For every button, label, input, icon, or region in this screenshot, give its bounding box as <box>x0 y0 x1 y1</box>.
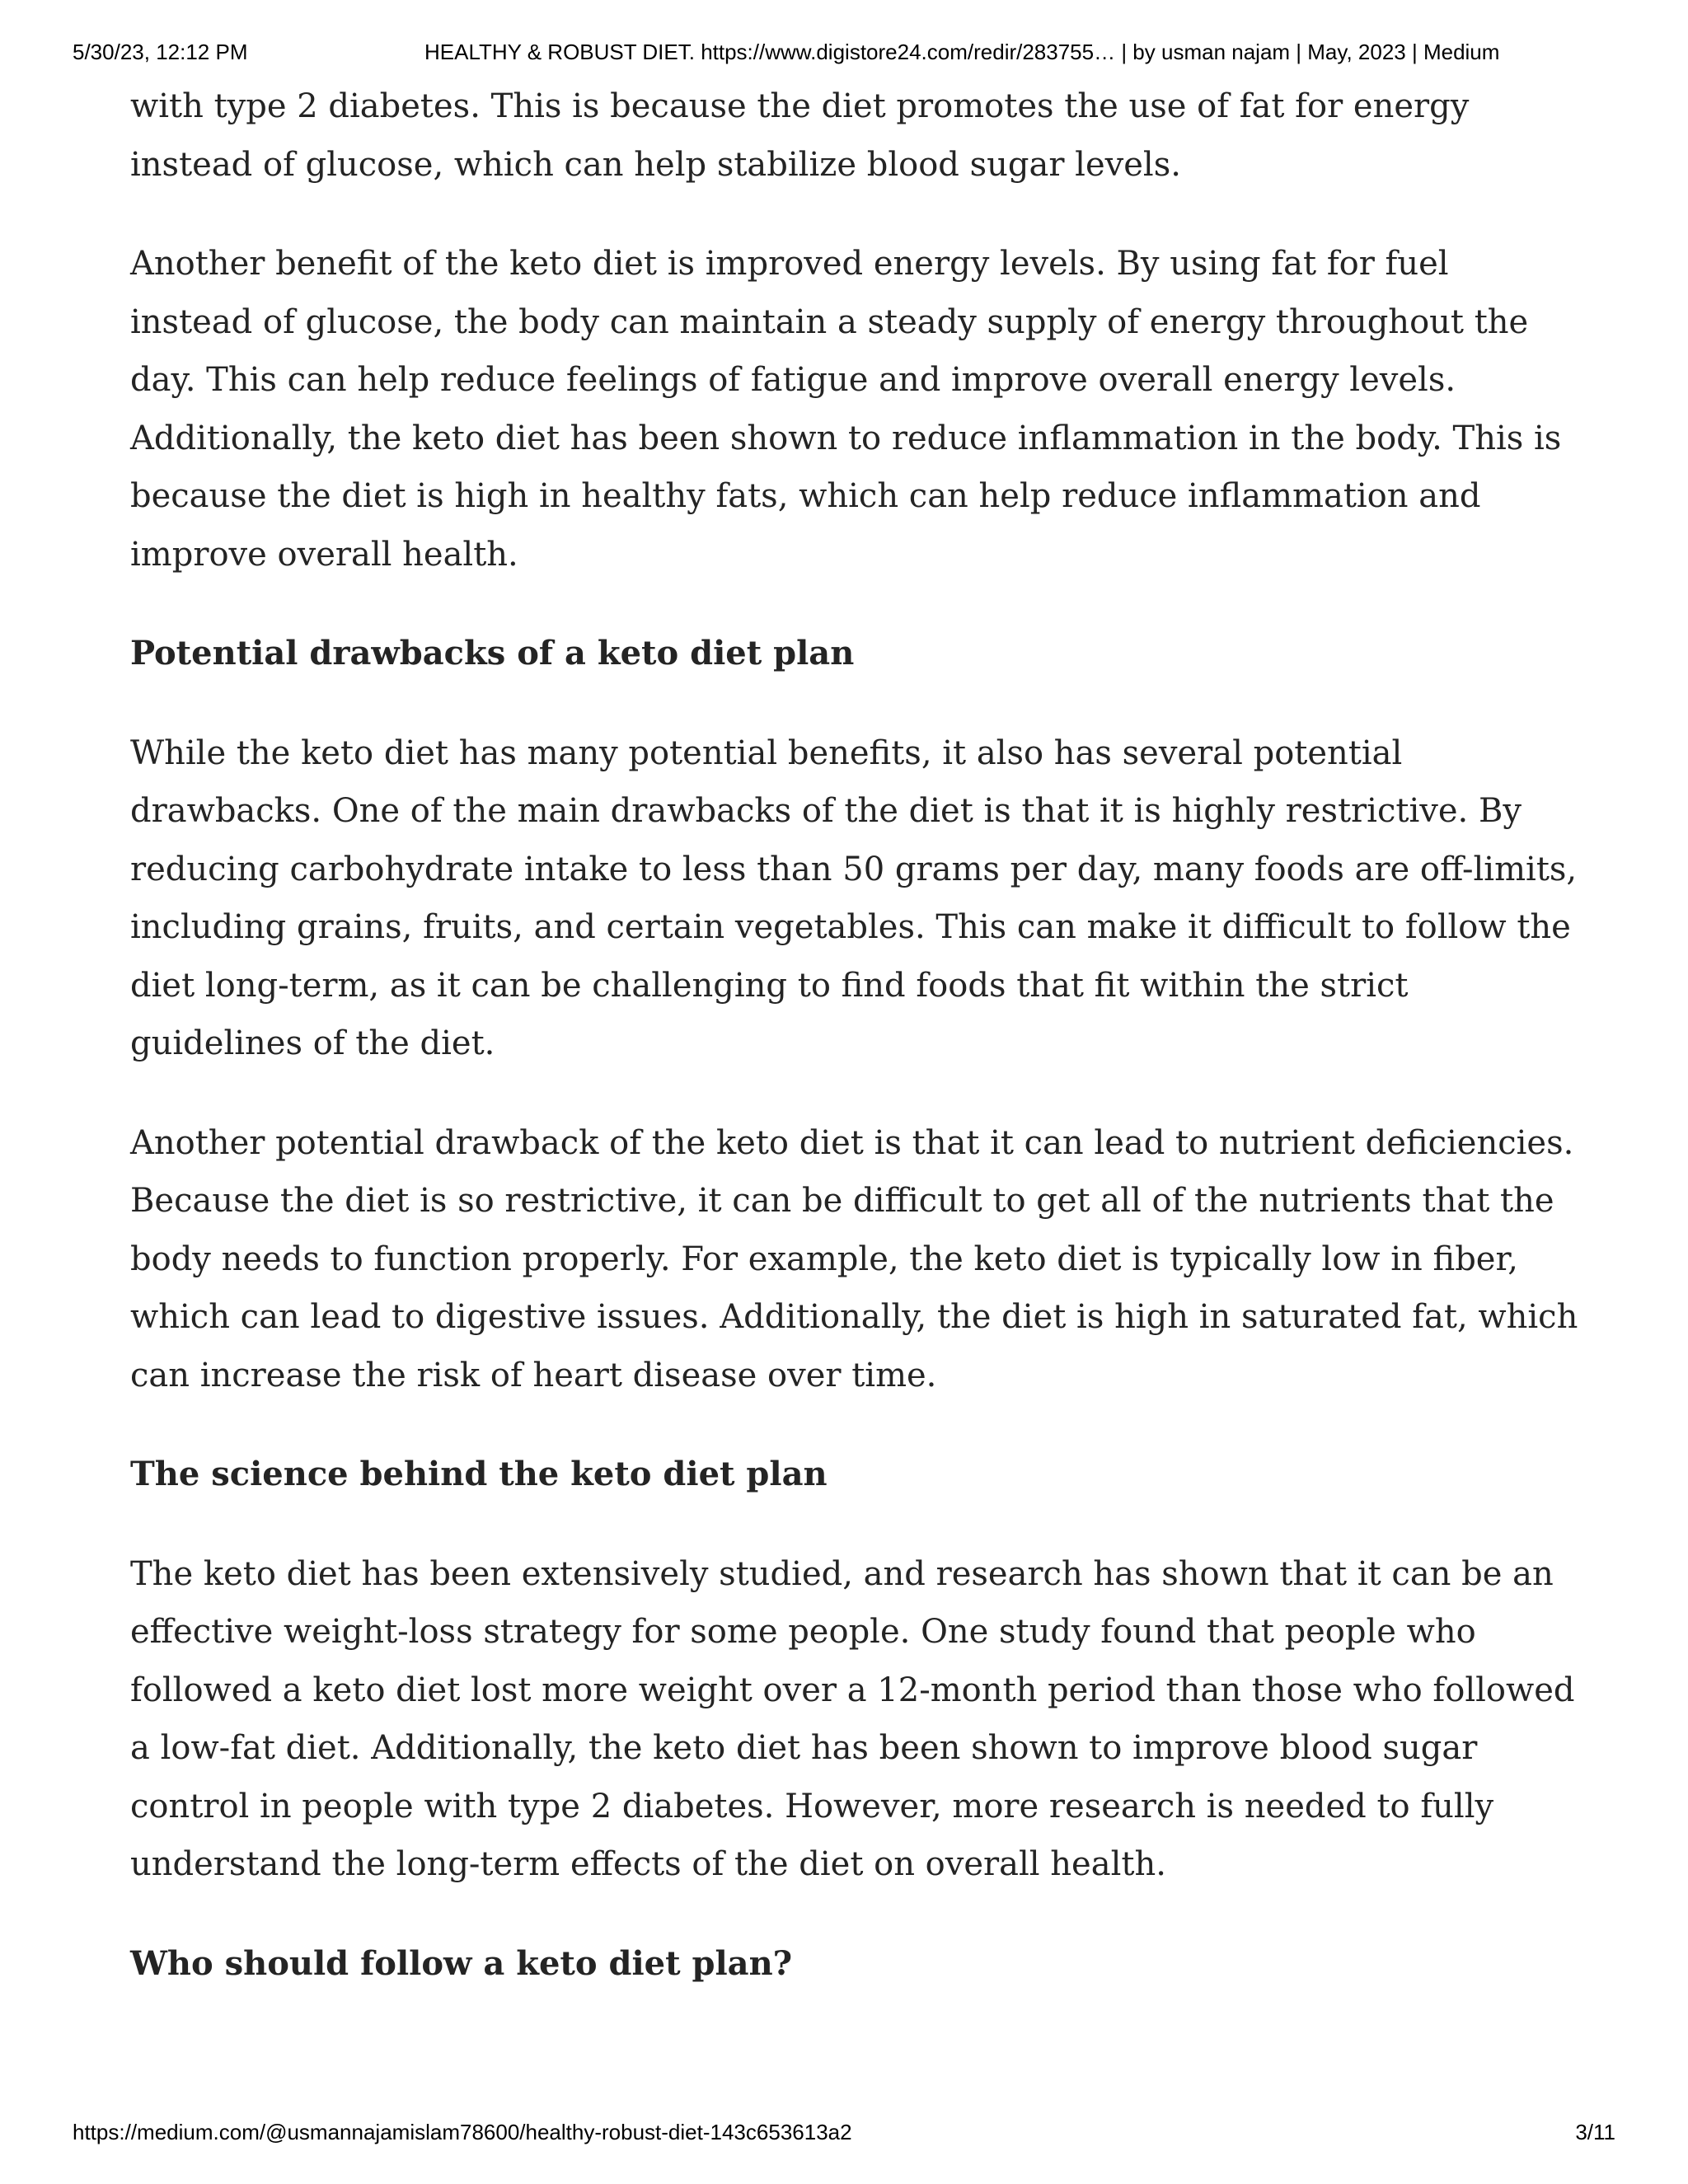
paragraph-research: The keto diet has been extensively studied, and research has shown that it can be an effective weight-loss strategy for some people. One study found that people who followed a keto diet lost more weight over a 12-month period than those who followed a low-fat diet. Additionally, the keto diet has been shown to improve blood sugar control in people with type 2 diabetes. However, more research is needed to fully understand the long-term effects of the diet on overall health. <box>130 1554 1575 1883</box>
heading-drawbacks: Potential drawbacks of a keto diet plan <box>130 634 855 673</box>
paragraph-nutrient-deficiencies: Another potential drawback of the keto diet is that it can lead to nutrient deficiencies. Because the diet is so restrictive, it can be difficult to get all of the nutrients that the body needs to function properly. For example, the keto diet is typically low in fiber, which can lead to digestive issues. Additionally, the diet is high in saturated fat, which can increase the risk of heart disease over time. <box>130 1123 1578 1394</box>
print-footer <box>73 2120 1615 2153</box>
page-number: 3/11 <box>1575 2120 1615 2144</box>
heading-who-should-follow: Who should follow a keto diet plan? <box>130 1943 793 1983</box>
article-body <box>130 77 1581 2034</box>
paragraph-restrictive: While the keto diet has many potential benefits, it also has several potential drawbacks. One of the main drawbacks of the diet is that it is highly restrictive. By reducing carbohydrate intake to less than 50 grams per day, many foods are off-limits, including grains, fruits, and certain vegetables. This can make it difficult to follow the diet long-term, as it can be challenging to find foods that fit within the strict guidelines of the diet. <box>130 733 1578 1062</box>
print-header <box>73 40 1615 73</box>
print-page-title: HEALTHY & ROBUST DIET. https://www.digistore24.com/redir/283755… | by usman najam | May, 2023 | Medium <box>424 40 1500 64</box>
paragraph-diabetes-continued: with type 2 diabetes. This is because the diet promotes the use of fat for energy instead of glucose, which can help stabilize blood sugar levels. <box>130 87 1470 184</box>
print-url: https://medium.com/@usmannajamislam78600/healthy-robust-diet-143c653613a2 <box>73 2120 852 2144</box>
print-datetime: 5/30/23, 12:12 PM <box>73 40 248 64</box>
paragraph-energy-benefit: Another benefit of the keto diet is improved energy levels. By using fat for fuel instead of glucose, the body can maintain a steady supply of energy throughout the day. This can help reduce feelings of fatigue and improve overall energy levels. Additionally, the keto diet has been shown to reduce inflammation in the body. This is because the diet is high in healthy fats, which can help reduce inflammation and improve overall health. <box>130 245 1562 574</box>
heading-science: The science behind the keto diet plan <box>130 1455 828 1493</box>
